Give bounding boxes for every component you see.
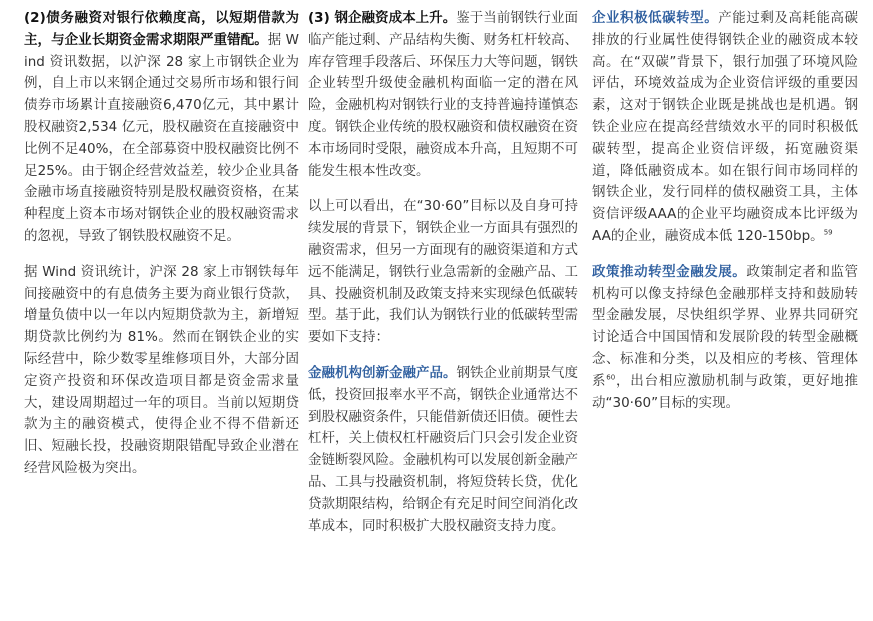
paragraph-body: 据 Wind 资讯数据，以沪深 28 家上市钢铁企业为例，自上市以来钢企通过交易所市场和银行间债券市场累计直接融资6,470亿元，其中累计股权融资2,534 亿元，股权融资在直接融资中比例不足40%，在全部募资中股权融资比例不足25%。由于钢企经营效益差，较少企业具备金融市场直接融资特别是股权融资资格，在某种程度上资本市场对钢铁企业的股权融资需求的忽视，导致了钢铁股权融资不足。 (24, 31, 300, 244)
paragraph-heading: 企业积极低碳转型。 (592, 10, 719, 26)
column-left (24, 8, 299, 494)
paragraph-financing-cost (308, 8, 578, 182)
paragraph-short-term-loans (24, 262, 299, 480)
column-middle (308, 8, 578, 551)
paragraph-heading: (2)债务融资对银行依赖度高，以短期借款为主，与企业长期资金需求期限严重错配。 (24, 10, 299, 48)
paragraph-summary (308, 196, 578, 349)
paragraph-body: 政策制定者和监管机构可以像支持绿色金融那样支持和鼓励转型金融发展，尽快组织学界、业界共同研究讨论适合中国国情和发展阶段的转型金融概念、标准和分类，以及相应的考核、管理体系 (592, 263, 859, 389)
paragraph-heading: 金融机构创新金融产品。 (308, 364, 457, 381)
paragraph-body: 产能过剩及高耗能高碳排放的行业属性使得钢铁企业的融资成本较高。在“双碳”背景下，银行加强了环境风险评估，环境效益成为企业资信评级的重要因素，这对于钢铁企业既是挑战也是机遇。钢铁企业应在提高经营绩效水平的同时积极低碳转型，提高企业资信评级，拓宽融资渠道，降低融资成本。如在银行间市场同样的钢铁企业，发行同样的债权融资工具，主体资信评级AAA的企业平均融资成本比评级为AA的企业，融资成本低 120-150bp。 (592, 10, 858, 244)
paragraph-debt-financing (24, 8, 299, 248)
column-right (592, 8, 858, 428)
footnote-marker: 59 (823, 228, 833, 237)
paragraph-body: 钢铁企业前期景气度低，投资回报率水平不高，钢铁企业通常达不到股权融资条件，只能借新债还旧债。硬性去杠杆，关上债权杠杆融资后门只会引发企业资金链断裂风险。金融机构可以发展创新金融产品、工具与投融资机制，将短贷转长贷，优化贷款期限结构，给钢企有充足时间空间消化改革成本，同时积极扩大股权融资支持力度。 (308, 364, 578, 534)
paragraph-body-tail: ，出台相应激励机制与政策，更好地推动“30·60”目标的实现。 (592, 372, 859, 411)
paragraph-heading: (3) 钢企融资成本上升。 (308, 10, 457, 26)
paragraph-body: 据 Wind 资讯统计，沪深 28 家上市钢铁每年间接融资中的有息债务主要为商业银行贷款，增量负债中以一年以内短期贷款为主，新增短期贷款比例约为 81%。然而在钢铁企业的实际经营中，除少数零星维修项目外，大部分固定资产投资和环保改造项目都是资金需求量大，建设周期超过一年的项目。当前以短期贷款为主的融资模式，使得企业不得不借新还旧、短融长投，投融资期限错配导致企业潜在经营风险极为突出。 (24, 263, 299, 476)
paragraph-body: 以上可以看出，在“30·60”目标以及自身可持续发展的背景下，钢铁企业一方面具有强烈的融资需求，但另一方面现有的融资渠道和方式远不能满足，钢铁行业急需新的金融产品、工具、投融资机制及政策支持来实现绿色低碳转型。基于此，我们认为钢铁行业的低碳转型需要如下支持： (308, 198, 578, 346)
footnote-marker: 60 (606, 373, 616, 382)
paragraph-heading: 政策推动转型金融发展。 (592, 263, 747, 280)
paragraph-body: 鉴于当前钢铁行业面临产能过剩、产品结构失衡、财务杠杆较高、库存管理手段落后、环保压力大等问题，钢铁企业转型升级使金融机构面临一定的潜在风险，金融机构对钢铁行业的支持普遍持谨慎态度。钢铁企业传统的股权融资和债权融资在资本市场同时受限，融资成本升高，且短期不可能发生根本性改变。 (308, 10, 578, 179)
paragraph-low-carbon-transition (592, 8, 858, 248)
paragraph-policy-support (592, 262, 858, 415)
paragraph-financial-innovation (308, 363, 578, 537)
